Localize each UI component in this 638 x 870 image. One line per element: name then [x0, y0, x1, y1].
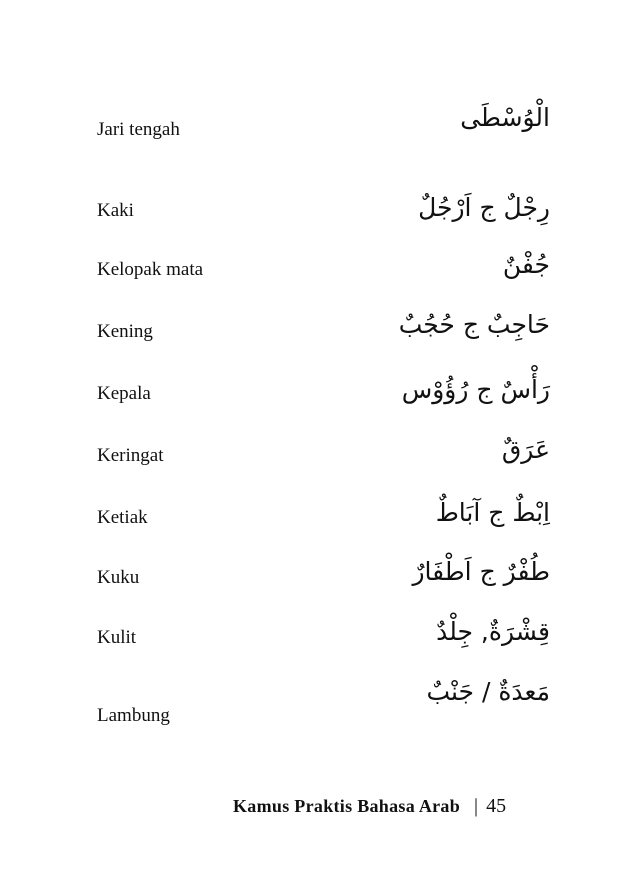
entry-arabic: حَاجِبٌ ج حُجُبٌ — [398, 310, 550, 339]
entry-indonesian: Kelopak mata — [97, 259, 204, 280]
entry-indonesian: Kuku — [97, 567, 140, 588]
entry-arabic: طُفْرٌ ج اَطْفَارٌ — [412, 557, 550, 586]
book-title: Kamus Praktis Bahasa Arab — [233, 796, 461, 816]
entry-indonesian: Kepala — [97, 383, 151, 404]
footer-separator: | — [474, 795, 479, 817]
entry-arabic: رِجْلٌ ج اَرْجُلٌ — [418, 193, 550, 222]
entry-indonesian: Kening — [97, 321, 153, 342]
entry-arabic: قِشْرَةٌ, جِلْدٌ — [436, 617, 550, 646]
page-number: 45 — [486, 795, 507, 817]
entry-arabic: عَرَقٌ — [501, 435, 550, 464]
entry-arabic: رَأْسٌ ج رُؤُوْس — [401, 375, 550, 404]
entry-indonesian: Jari tengah — [97, 119, 180, 140]
entry-arabic: اِبْطٌ ج آبَاطٌ — [435, 498, 550, 527]
page-footer — [233, 792, 506, 820]
entry-indonesian: Lambung — [97, 705, 170, 726]
entry-arabic: مَعدَةٌ / جَنْبٌ — [426, 677, 550, 706]
entry-indonesian: Kulit — [97, 627, 137, 648]
entry-indonesian: Ketiak — [97, 507, 148, 528]
entry-arabic: جُفْنٌ — [502, 250, 550, 279]
entry-indonesian: Kaki — [97, 200, 134, 221]
entry-indonesian: Keringat — [97, 445, 164, 466]
entry-arabic: الْوُسْطَى — [460, 103, 550, 132]
